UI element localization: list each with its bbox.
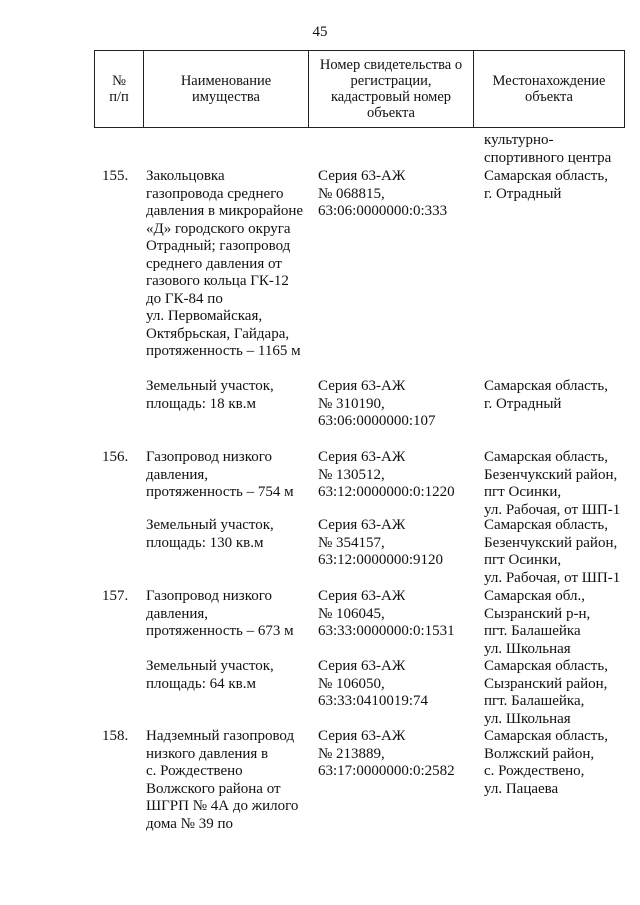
property-name: Газопровод низкого давления, протяженность – 754 м: [146, 449, 294, 500]
property-name: Надземный газопровод низкого давления в с. Рождествено Волжского района от ШГРП № 4А до жилого дома № 39 по: [146, 728, 299, 832]
property-name: Закольцовка газопровода среднего давления в микрорайоне «Д» городского округа Отрадный; газопровод среднего давления от газового кольца ГК-12 до ГК-84 по ул. Первомайская, Октябрьская, Гайдара, протяженность – 1165 м: [146, 168, 304, 359]
property-location: Самарская область, Безенчукский район, пгт Осинки, ул. Рабочая, от ШП-1: [484, 517, 621, 586]
header-registration-number: Номер свидетельства о регистрации, кадастровый номер объекта: [309, 51, 474, 127]
property-location: Самарская область, Волжский район, с. Рождествено, ул. Пацаева: [484, 728, 608, 797]
property-name: Земельный участок, площадь: 18 кв.м: [146, 378, 274, 412]
registration-number: Серия 63-АЖ № 310190, 63:06:0000000:107: [318, 378, 436, 429]
header-location: Местонахождение объекта: [492, 73, 606, 105]
registration-number: Серия 63-АЖ № 106050, 63:33:0410019:74: [318, 658, 429, 709]
registration-number: Серия 63-АЖ № 354157, 63:12:0000000:9120: [318, 517, 444, 568]
property-location: Самарская область, Сызранский район, пгт. Балашейка, ул. Школьная: [484, 658, 608, 727]
row-number: 157.: [102, 588, 129, 604]
registration-number: Серия 63-АЖ № 106045, 63:33:0000000:0:1531: [318, 588, 455, 639]
registration-number: Серия 63-АЖ № 213889, 63:17:0000000:0:2582: [318, 728, 455, 779]
property-location: Самарская обл., Сызранский р-н, пгт. Балашейка ул. Школьная: [484, 588, 591, 657]
property-name: Земельный участок, площадь: 130 кв.м: [146, 517, 274, 551]
row-number: 156.: [102, 449, 129, 465]
property-location: Самарская область, г. Отрадный: [484, 168, 608, 202]
table-header: [94, 50, 625, 128]
row-number: 155.: [102, 168, 129, 184]
registration-number: Серия 63-АЖ № 130512, 63:12:0000000:0:1220: [318, 449, 455, 500]
location-continuation: культурно- спортивного центра: [484, 132, 612, 166]
header-number: № п/п: [95, 51, 144, 127]
property-location: Самарская область, Безенчукский район, пгт Осинки, ул. Рабочая, от ШП-1: [484, 449, 621, 518]
header-property-name: Наименование имущества: [144, 51, 309, 127]
registration-number: Серия 63-АЖ № 068815, 63:06:0000000:0:333: [318, 168, 448, 219]
property-name: Земельный участок, площадь: 64 кв.м: [146, 658, 274, 692]
property-name: Газопровод низкого давления, протяженность – 673 м: [146, 588, 294, 639]
property-location: Самарская область, г. Отрадный: [484, 378, 608, 412]
page-number: 45: [312, 24, 328, 40]
row-number: 158.: [102, 728, 129, 744]
